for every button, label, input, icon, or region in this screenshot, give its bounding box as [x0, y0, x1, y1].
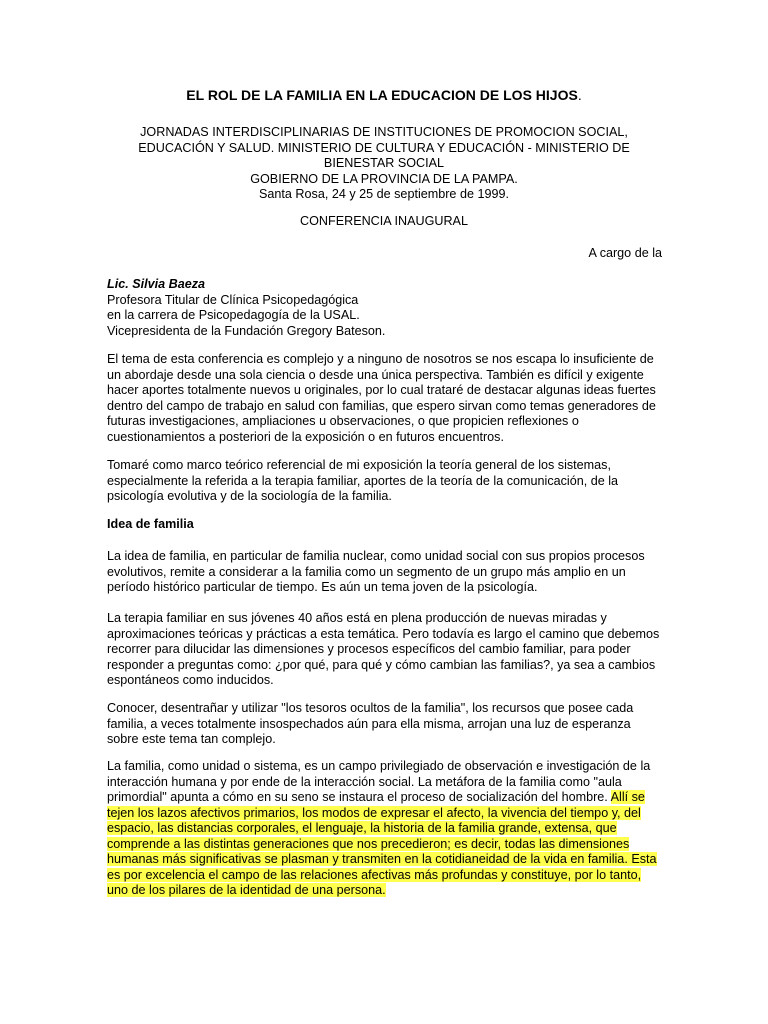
paragraph-line: [107, 852, 667, 868]
paragraph-line: [107, 790, 667, 806]
paragraph-therapy: [107, 611, 667, 689]
author-line: en la carrera de Psicopedagogía de la USAL.: [107, 308, 360, 322]
header-line: Santa Rosa, 24 y 25 de septiembre de 1999.: [259, 187, 509, 201]
plain-text: primordial" apunta a cómo en su seno se instaura el proceso de socialización del hombre.: [107, 790, 608, 804]
paragraph-line: [107, 883, 667, 899]
section-heading: Idea de familia: [107, 517, 194, 531]
paragraph-line: [107, 868, 667, 884]
highlighted-text: es por excelencia el campo de las relaciones afectivas más profundas y constituye, por lo tanto,: [107, 867, 642, 882]
header-line: GOBIERNO DE LA PROVINCIA DE LA PAMPA.: [250, 171, 518, 186]
paragraph-idea: [107, 549, 667, 596]
header-line: BIENESTAR SOCIAL: [323, 156, 445, 170]
paragraph-line: [107, 806, 667, 822]
paragraph-line: dentro del campo de trabajo en salud con familias, que espero sirvan como temas generadores de: [107, 398, 656, 413]
highlighted-text: comprende a las distintas generaciones que nos precedieron; es decir, todas las dimensiones: [107, 836, 630, 851]
paragraph-line: especialmente la referida a la terapia familiar, aportes de la teoría de la comunicación, de la: [107, 473, 619, 488]
paragraph-line: futuras investigaciones, ampliaciones u observaciones, o que propicien reflexiones o: [107, 414, 579, 428]
paragraph-line: aproximaciones teóricas y prácticas a esta temática. Pero todavía es largo el camino que debemos: [107, 626, 660, 641]
paragraph-framework: [107, 458, 667, 505]
paragraph-line: recorrer para dilucidar las dimensiones y procesos específicos del cambio familiar, para poder: [107, 642, 631, 656]
paragraph-line: La idea de familia, en particular de familia nuclear, como unidad social con sus propios procesos: [107, 549, 645, 563]
author-name: Lic. Silvia Baeza: [107, 277, 206, 291]
paragraph-line: [107, 821, 667, 837]
paragraph-line: Tomaré como marco teórico referencial de mi exposición la teoría general de los sistemas,: [107, 458, 611, 472]
document-title: [0, 88, 768, 104]
highlighted-text: tejen los lazos afectivos primarios, los modos de expresar el afecto, la vivencia del tiempo y, del: [107, 805, 641, 820]
paragraph-line: Conocer, desentrañar y utilizar "los tesoros ocultos de la familia", los recursos que posee cada: [107, 701, 634, 715]
title-dot: .: [577, 87, 582, 103]
paragraph-line: un abordaje desde una sola ciencia o desde una única perspectiva. También es difícil y exigente: [107, 367, 644, 382]
paragraph-line: cuestionamientos a posteriori de la exposición o en futuros encuentros.: [107, 429, 504, 444]
paragraph-line: evolutivos, remite a considerar a la familia como un segmento de un grupo más amplio en un: [107, 564, 626, 579]
title-text: EL ROL DE LA FAMILIA EN LA EDUCACION DE LOS HIJOS: [186, 87, 578, 103]
event-header: [120, 125, 648, 203]
paragraph-line: La familia, como unidad o sistema, es un campo privilegiado de observación e investigación de la: [107, 759, 651, 773]
highlighted-text: humanas más significativas se plasman y transmiten en la cotidianeidad de la vida en familia. Esta: [107, 852, 657, 866]
highlighted-text: espacio, las distancias corporales, el lenguaje, la historia de la familia grande, extensa, que: [107, 821, 617, 835]
paragraph-line: psicología evolutiva y de la sociología de la familia.: [107, 489, 392, 503]
paragraph-line: [107, 837, 667, 853]
paragraph-treasures: [107, 701, 667, 748]
author-line: Vicepresidenta de la Fundación Gregory Bateson.: [107, 323, 386, 338]
paragraph-system: [107, 759, 667, 899]
header-line: EDUCACIÓN Y SALUD. MINISTERIO DE CULTURA Y EDUCACIÓN - MINISTERIO DE: [138, 140, 630, 155]
paragraph-line: sobre este tema tan complejo.: [107, 732, 276, 746]
highlighted-text: Allí se: [610, 790, 645, 804]
conference-label: CONFERENCIA INAUGURAL: [300, 214, 468, 228]
paragraph-line: hacer aportes totalmente nuevos u originales, por lo cual trataré de destacar algunas ideas fuertes: [107, 383, 656, 397]
paragraph-line: período histórico particular de tiempo. Es aún un tema joven de la psicología.: [107, 580, 538, 594]
paragraph-line: La terapia familiar en sus jóvenes 40 años está en plena producción de nuevas miradas y: [107, 611, 607, 625]
paragraph-line: espontáneos como inducidos.: [107, 673, 274, 687]
paragraph-intro: [107, 352, 667, 445]
paragraph-line: interacción humana y por ende de la interacción social. La metáfora de la familia como "aula: [107, 774, 622, 789]
cargo-label: A cargo de la: [588, 246, 662, 260]
paragraph-line: El tema de esta conferencia es complejo y a ninguno de nosotros se nos escapa lo insuficiente de: [107, 352, 654, 366]
paragraph-line: responder a preguntas como: ¿por qué, para qué y cómo cambian las familias?, ya sea a cambios: [107, 657, 656, 672]
paragraph-line: familia, a veces totalmente insospechados aún para ella misma, arrojan una luz de esperanza: [107, 716, 631, 731]
author-block: [107, 277, 385, 339]
author-line: Profesora Titular de Clínica Psicopedagógica: [107, 292, 359, 307]
highlighted-text: uno de los pilares de la identidad de una persona.: [107, 883, 386, 897]
header-line: JORNADAS INTERDISCIPLINARIAS DE INSTITUCIONES DE PROMOCION SOCIAL,: [140, 125, 628, 139]
